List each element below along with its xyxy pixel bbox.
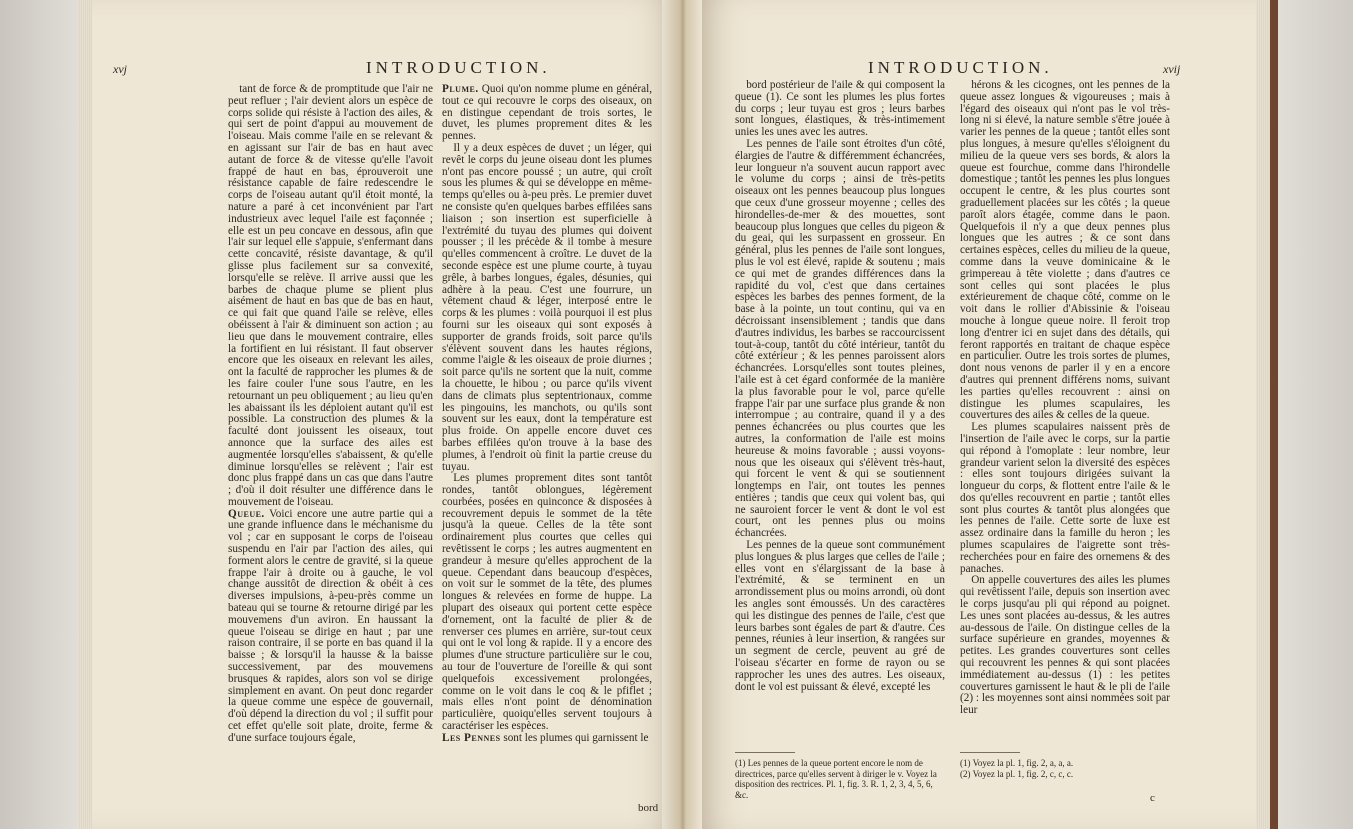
paragraph (442, 473, 652, 733)
paragraph-text: sont les plumes qui garnissent le (500, 731, 649, 744)
paragraph-text: Les plumes proprement dites sont tantôt rondes, tantôt oblongues, légèrement courbées, posées en quinconce & disposées à recouvrement depuis le sommet de la tête jusqu'à la queue. Celles de la tête sont ordinairement plus courtes que celles qui revêtissent le corps ; les autres augmentent en grandeur à mesure qu'elles approchent de la queue. Cependant dans beaucoup d'espèces, on voit sur le sommet de la tête, des plumes longues & relevées en forme de huppe. La plupart des oiseaux qui portent cette espèce d'ornement, ont la faculté de plier & de renverser ces plumes en arrière, sur-tout ceux qui ont le vol long & rapide. Il y a encore des plumes d'une structure particulière sur le cou, au tour de l'ouverture de l'oreille & qui sont quelquefois excessivement prolongées, comme on le voit dans le coq & le pfiflet ; mais elles n'ont point de dénomination particulière, quoiqu'elles servent toujours à caractériser les espèces. (442, 472, 652, 733)
left-page-column-1 (228, 84, 433, 745)
paragraph-text: Voici encore une autre partie qui a une grande influence dans le méchanisme du vol ; car en supposant le corps de l'oiseau suspendu en l'air par l'action des ailes, qui forment alors le centre de gravité, si la queue frappe l'air à droite ou à gauche, le vol change aussitôt de direction & obéit à ces diverses impulsions, à-peu-près comme un bateau qui se tourne & retourne dirigé par les mouvemens d'un aviron. En haussant la queue l'oiseau se dirige en haut ; par une raison contraire, il se porte en bas quand il la baisse ; & lorsqu'il la hausse & la baisse successivement, par des mouvemens brusques & rapides, alors son vol se dirige simplement en avant. On peut donc regarder la queue comme une espèce de gouvernail, d'où dépend la direction du vol ; il suffit pour cet effet qu'elle soit plate, droite, ferme & d'une surface toujours égale, (228, 507, 433, 744)
left-page-edges (78, 0, 92, 829)
paragraph-text: Les pennes de l'aile sont étroites d'un côté, élargies de l'autre & différemment échancrées, leur longueur n'a souvent aucun rapport avec le volume du corps ; ainsi de très-petits oiseaux ont les pennes beaucoup plus longues que ceux d'une grosseur moyenne ; celles des hirondelles-de-mer & des mouettes, sont beaucoup plus longues que celles du pigeon & du geai, qui les surpassent en grosseur. En général, plus les pennes de l'aile sont longues, plus le vol est élevé, rapide & soutenu ; mais ce qui met de grandes différences dans la rapidité du vol, c'est que dans certaines espèces les barbes des pennes forment, de la base à la pointe, un tout continu, qui va en décroissant insensiblement ; tandis que dans d'autres individus, les barbes se raccourcissent tout-à-coup, tantôt du côté intérieur, tantôt du côté extérieur ; & les pennes paroissent alors échancrées. Lorsqu'elles sont toutes pleines, l'aile est à cet égard conformée de la manière la plus favorable pour le vol, parce qu'elle frappe l'air par une surface plus grande & non interrompue ; au contraire, quand il y a des pennes échancrées ou plus courtes que les autres, la conformation de l'aile est moins heureuse & moins favorable ; aussi voyons-nous que les oiseaux qui s'élèvent très-haut, qui forcent le vent & qui se soutiennent longtemps en l'air, ont toutes les pennes entières ; tandis que ceux qui volent bas, qui ne sauroient forcer le vent & dont le vol est court, ont les pennes plus ou moins échancrées. (735, 137, 945, 540)
left-page-number: xvj (113, 62, 127, 76)
paragraph-text: Quoi qu'on nomme plume en général, tout ce qui recouvre le corps des oiseaux, on en distingue cependant de trois sortes, le duvet, les plumes proprement dites & les pennes. (442, 83, 652, 143)
paragraph-text: Il y a deux espèces de duvet ; un léger, qui revêt le corps du jeune oiseau dont les plumes n'ont pas encore poussé ; un autre, qui croît sous les plumes & qui se développe en même-temps qu'elles ou à-peu près. Le premier duvet ne consiste qu'en quelques barbes effilées sans liaison ; son insertion est superficielle à l'extrémité du tuyau des plumes qui doivent pousser ; il les précède & il tombe à mesure qu'elles commencent à croître. Le duvet de la seconde espèce est une plume courte, à tuyau grêle, à barbes longues, égales, désunies, qui adhère à la peau. C'est une fourrure, un vêtement chaud & léger, interposé entre le corps & les plumes : voilà pourquoi il est plus fourni sur les oiseaux qui sont exposés à supporter de grands froids, soit parce qu'ils s'élèvent souvent dans les hautes régions, comme l'aigle & les oiseaux de proie diurnes ; soit parce qu'ils ne sortent que la nuit, comme la chouette, le hibou ; ou parce qu'ils vivent dans de climats plus septentrionaux, comme les pingouins, les manchots, ou qu'ils sont souvent sur les eaux, dont la température est plus froide. On appelle encore duvet ces barbes effilées qu'on trouve à la base des plumes, à l'endroit où finit la partie creuse du tuyau. (442, 141, 652, 473)
paragraph (735, 80, 945, 139)
right-page-number: xvij (1163, 62, 1181, 76)
paragraph (442, 84, 652, 143)
footnote-column-1: (1) Les pennes de la queue portent encore le nom de directrices, parce qu'elles servent à diriger le v. Voyez la disposition des rectrices. Pl. 1, fig. 3. R. 1, 2, 3, 4, 5, 6, &c. (735, 758, 937, 800)
footnote: (2) Voyez la pl. 1, fig. 2, c, c, c. (960, 768, 1074, 779)
right-page-column-2 (960, 80, 1170, 717)
signature-mark: c (1150, 792, 1155, 804)
footnote-rule-left (735, 752, 795, 753)
paragraph-text: bord postérieur de l'aile & qui composent la queue (1). Ce sont les plumes les plus fortes du corps ; leur tuyau est gros ; leurs barbes sont longues, élastiques, & très-intimement unies les unes avec les autres. (735, 79, 945, 139)
paragraph (735, 139, 945, 540)
paragraph (960, 422, 1170, 575)
book-spine (662, 0, 702, 829)
paragraph (735, 540, 945, 693)
paragraph (960, 575, 1170, 717)
paragraph (442, 733, 652, 745)
paragraph-text: hérons & les cicognes, ont les pennes de la queue assez longues & vigoureuses ; mais à l'égard des oiseaux qui n'ont pas le vol très-long ni si élevé, la nature semble s'être jouée à varier les pennes de la queue ; tantôt elles sont plus longues, à mesure qu'elles s'éloignent du milieu de la queue vers ses bords, & alors la queue est fourchue, comme dans l'hirondelle domestique ; tantôt les pennes les plus longues occupent le centre, & les plus courtes sont graduellement placées sur les côtés ; la queue paroît alors étagée, comme dans le paon. Quelquefois il n'y a que deux pennes plus longues que les autres ; & ce sont dans certaines espèces, celles du milieu de la queue, comme dans la veuve dominicaine & le grimpereau à tête violette ; dans d'autres ce sont celles qui sont placées le plus extérieurement de chaque côté, comme on le voit dans le rollier d'Abissinie & l'oiseau mouche à longue queue noire. Il feroit trop long d'entrer ici en sujet dans des détails, qui feront rapportés en traitant de chaque espèce en particulier. Outre les trois sortes de plumes, dont nous venons de parler il y en a encore d'autres qui prennent différens noms, suivant les parties qu'elles recouvrent : ainsi on distingue les plumes scapulaires, les couvertures des ailes & celles de la queue. (960, 79, 1170, 422)
paragraph-text: Les pennes de la queue sont communément plus longues & plus larges que celles de l'aile ; elles vont en s'élargissant de la base à l'extrémité, & se terminent en un arrondissement plus ou moins arrondi, où dont les angles sont émoussés. Un des caractères qui les distingue des pennes de l'aile, c'est que leurs barbes sont égales de part & d'autre. Ces pennes, réunies à leur insertion, & rangées sur un segment de cercle, peuvent au gré de l'oiseau s'écarter en forme de rayon ou se rapprocher les unes des autres. Les oiseaux, dont le vol est puissant & élevé, excepté les (735, 539, 945, 693)
left-page-header: INTRODUCTION. (366, 58, 551, 77)
right-page-header: INTRODUCTION. (868, 58, 1053, 77)
paragraph-text: Les plumes scapulaires naissent près de l'insertion de l'aile avec le corps, sur la partie qui répond à l'omoplate : leur nombre, leur grandeur varient selon la diversité des espèces : elles sont toujours dirigées suivant la longueur du corps, & flottent entre l'aile & le dos qu'elles recouvrent en partie ; tantôt elles sont plus courtes & tantôt plus alongées que les pennes de l'aile. Cette sorte de luxe est assez ordinaire dans la famille du heron ; les plumes scapulaires de l'aigrette sont très-recherchées pour en faire des ornemens & des panaches. (960, 421, 1170, 575)
section-term: Plume. (442, 83, 479, 95)
right-page-edges (1256, 0, 1270, 829)
section-term: Les Pennes (442, 731, 501, 744)
paragraph-text: tant de force & de promptitude que l'air ne peut refluer ; l'air devient alors un espèce de corps solide qui résiste à l'action des ailes, & qui sert de point d'appui au mouvement de l'oiseau. Mais comme l'aile en se relevant & en agissant sur l'air de bas en haut avec autant de force & de vitesse qu'elle l'avoit frappé de haut en bas, éprouveroit une résistance capable de faire redescendre le corps de l'oiseau autant qu'il étoit monté, la nature a paré à cet inconvénient par l'art industrieux avec lequel l'aile est façonnée ; elle est un peu concave en dessous, afin que l'air sur lequel elle s'appuie, s'enfermant dans cette concavité, résiste davantage, & qu'il glisse plus facilement sur sa convexité, lorsqu'elle se relève. Il arrive aussi que les barbes de chaque plume se plient plus aisément de haut en bas que de bas en haut, ce qui fait que quand l'aile se relève, elles obéissent à l'air & diminuent son action ; au lieu que dans le mouvement contraire, elles la fortifient en lui résistant. Il faut observer encore que les oiseaux en relevant les ailes, ont la faculté de rapprocher les plumes & de les faire couler l'une sous l'autre, en les retournant un peu obliquement ; au lieu qu'en les abaissant ils les déploient autant qu'il est possible. La construction des plumes & la faculté dont jouissent les oiseaux, tout annonce que la surface des ailes est augmentée lorsqu'elles s'abaissent, & qu'elle diminue lorsqu'elles se relèvent ; l'air est donc plus frappé dans un cas que dans l'autre ; d'où il doit résulter une différence dans le mouvement de l'oiseau. (228, 83, 433, 508)
catchword: bord (638, 802, 659, 814)
paragraph (442, 143, 652, 473)
footnote-column-2 (960, 758, 1170, 779)
right-page-column-1 (735, 80, 945, 693)
paragraph-text: On appelle couvertures des ailes les plumes qui revêtissent l'aile, depuis son insertion avec le corps jusqu'au pli qui répond au poignet. Les unes sont placées au-dessus, & les autres au-dessous de l'aile. On distingue celles de la surface supérieure en grandes, moyennes & petites. Les grandes couvertures sont celles qui recouvrent les pennes & qui sont placées immédiatement au-dessus (1) : les petites couvertures garnissent le haut & le pli de l'aile (2) : les moyennes sont ainsi nommées soit par leur (960, 574, 1170, 717)
section-term: Queue. (228, 507, 265, 520)
paragraph (960, 80, 1170, 422)
footnote-rule-right (960, 752, 1020, 753)
footnote: (1) Voyez la pl. 1, fig. 2, a, a, a. (960, 758, 1074, 768)
left-page-column-2 (442, 84, 652, 745)
paragraph (228, 84, 433, 509)
paragraph (228, 509, 433, 745)
